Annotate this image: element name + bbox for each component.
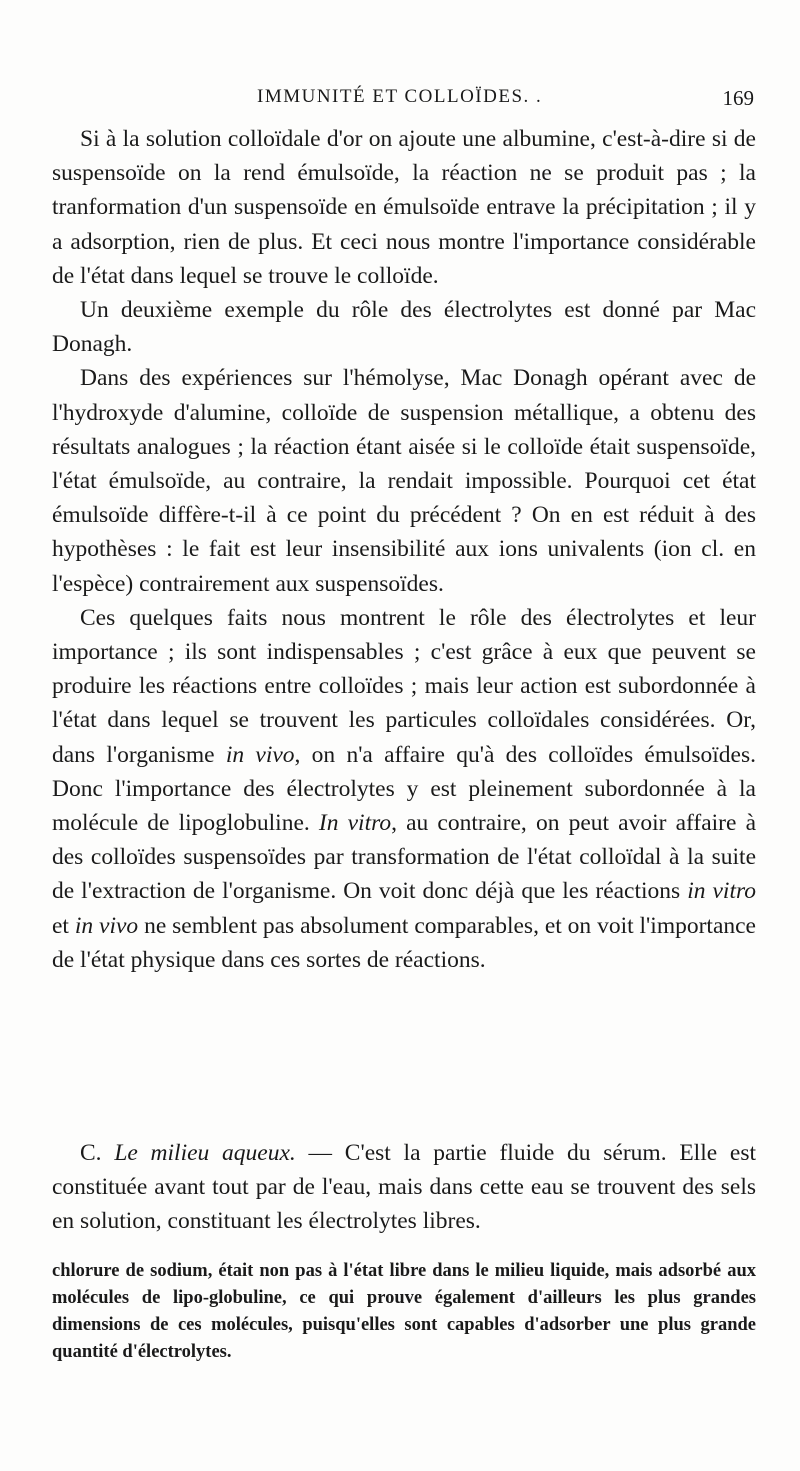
paragraph-4 bbox=[52, 601, 756, 977]
section-label: C. bbox=[80, 1140, 102, 1166]
section-dash: — bbox=[308, 1140, 333, 1166]
italic-in-vivo-2: in vivo bbox=[74, 912, 139, 939]
italic-in-vitro: In vitro bbox=[318, 810, 392, 837]
section-c bbox=[52, 1136, 756, 1239]
running-head bbox=[52, 86, 760, 116]
paragraph-2: Un deuxième exemple du rôle des électrolytes est donné par Mac Donagh. bbox=[52, 297, 756, 358]
running-title: IMMUNITÉ ET COLLOÏDES. . bbox=[257, 86, 543, 107]
footnote bbox=[52, 1258, 756, 1366]
footnote-text: chlorure de sodium, était non pas à l'état libre dans le milieu liquide, mais adsorbé aux molécules de lipo-globuline, ce qui prouve également d'ailleurs les plus grandes dimensions de ces molécules, puisqu'elles sont capables d'adsorber une plus grande quantité d'électrolytes. bbox=[52, 1261, 756, 1362]
paragraph-4-part-a: Ces quelques faits nous montrent le rôle des électrolytes et leur importance ; ils sont indispensables ; c'est grâce à eux que peuvent se produire les réactions entre colloïdes ; mais leur action est subordonnée à l'état dans lequel se trouvent les particules colloïdales considérées. Or, dans l'organisme bbox=[52, 604, 756, 768]
section-heading: Le milieu aqueux. bbox=[114, 1140, 296, 1166]
italic-in-vivo: in vivo bbox=[225, 741, 295, 768]
paragraph-4-part-e: ne semblent pas absolument comparables, et on voit l'importance de l'état physique dans ces sortes de réactions. bbox=[52, 912, 756, 973]
body-text bbox=[52, 122, 756, 977]
paragraph-4-part-b: , on n'a affaire qu'à des colloïdes émulsoïdes. Donc l'importance des électrolytes y est pleinement subordonnée à la molécule de lipoglobuline. bbox=[52, 741, 756, 837]
paragraph-4-part-c: , au contraire, on peut avoir affaire à des colloïdes suspensoïdes par transformation de l'état colloïdal à la suite de l'extraction de l'organisme. On voit donc déjà que les réactions bbox=[52, 810, 756, 905]
section-c-text: C'est la partie fluide du sérum. Elle est constituée avant tout par de l'eau, mais dans cette eau se trouvent des sels en solution, constituant les électrolytes libres. bbox=[52, 1140, 757, 1235]
page-number: 169 bbox=[722, 86, 754, 110]
paragraph-1: Si à la solution colloïdale d'or on ajoute une albumine, c'est-à-dire si de suspensoïde on la rend émulsoïde, la réaction ne se produit pas ; la tranformation d'un suspensoïde en émulsoïde entrave la précipitation ; il y a adsorption, rien de plus. Et ceci nous montre l'importance considérable de l'état dans lequel se trouve le colloïde. bbox=[52, 126, 756, 289]
paragraph-4-part-d: et bbox=[52, 912, 69, 939]
paragraph-3: Dans des expériences sur l'hémolyse, Mac Donagh opérant avec de l'hydroxyde d'alumine, colloïde de suspension métallique, a obtenu des résultats analogues ; la réaction étant aisée si le colloïde était suspensoïde, l'état émulsoïde, au contraire, la rendait impossible. Pourquoi cet état émulsoïde diffère-t-il à ce point du précédent ? On en est réduit à des hypothèses : le fait est leur insensibilité aux ions univalents (ion cl. en l'espèce) contrairement aux suspensoïdes. bbox=[52, 365, 756, 597]
italic-in-vitro-2: in vitro bbox=[687, 878, 757, 905]
section-c-paragraph bbox=[52, 1136, 756, 1239]
